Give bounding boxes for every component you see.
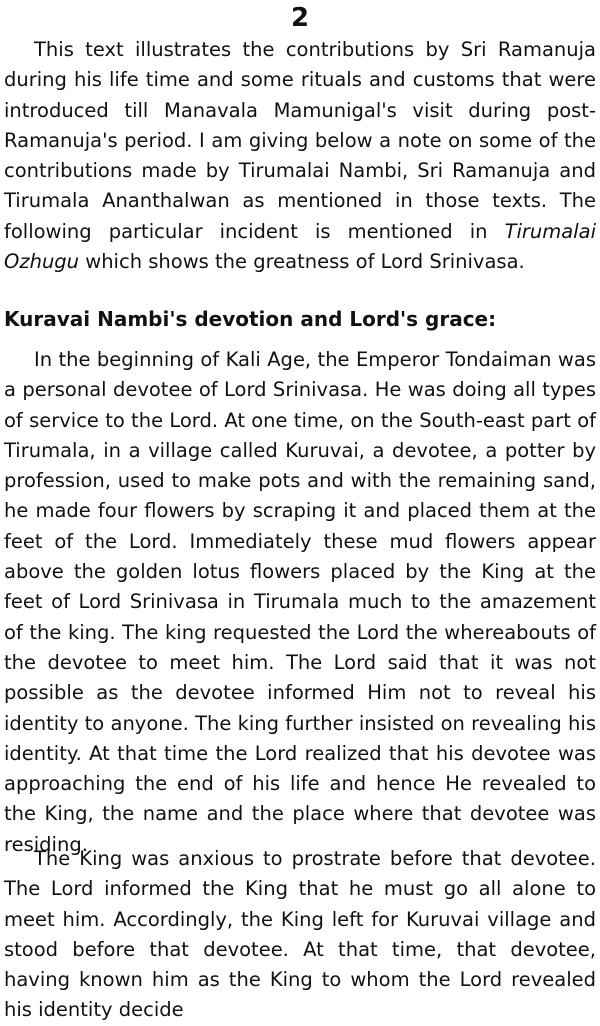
page-number: 2 [290, 3, 310, 33]
intro-text-after-title: which shows the greatness of Lord Srinivasa. [79, 250, 525, 274]
intro-text-before-title: This text illustrates the contributions by Sri Ramanuja during his life time and some rituals and customs that were introduced till Manavala Mamunigal's visit during post-Ramanuja's period. I am giving below a note on some of the contributions made by Tirumalai Nambi, Sri Ramanuja and Tirumala Ananthalwan as mentioned in those texts. The following particular incident is mentioned in [4, 38, 596, 243]
continuation-paragraph: The King was anxious to prostrate before that devotee. The Lord informed the King that he must go all alone to meet him. Accordingly, the King left for Kuruvai village and stood before that devotee. At that time, that devotee, having known him as the King to whom the Lord revealed his identity decide [4, 847, 596, 1022]
section-heading: Kuravai Nambi's devotion and Lord's grace: [4, 307, 497, 331]
book-title: Tirumalai Ozhugu [4, 219, 596, 274]
intro-paragraph [4, 35, 596, 277]
story-paragraph: In the beginning of Kali Age, the Emperor Tondaiman was a personal devotee of Lord Srinivasa. He was doing all types of service to the Lord. At one time, on the South-east part of Tirumala, in a village called Kuruvai, a devotee, a potter by profession, used to make pots and with the remaining sand, he made four flowers by scraping it and placed them at the feet of the Lord. Immediately these mud flowers appear above the golden lotus flowers placed by the King at the feet of Lord Srinivasa in Tirumala much to the amazement of the king. The king requested the Lord the whereabouts of the devotee to meet him. The Lord said that it was not possible as the devotee informed Him not to reveal his identity to anyone. The king further insisted on revealing his identity. At that time the Lord realized that his devotee was approaching the end of his life and hence He revealed to the King, the name and the place where that devotee was residing. [4, 348, 596, 856]
